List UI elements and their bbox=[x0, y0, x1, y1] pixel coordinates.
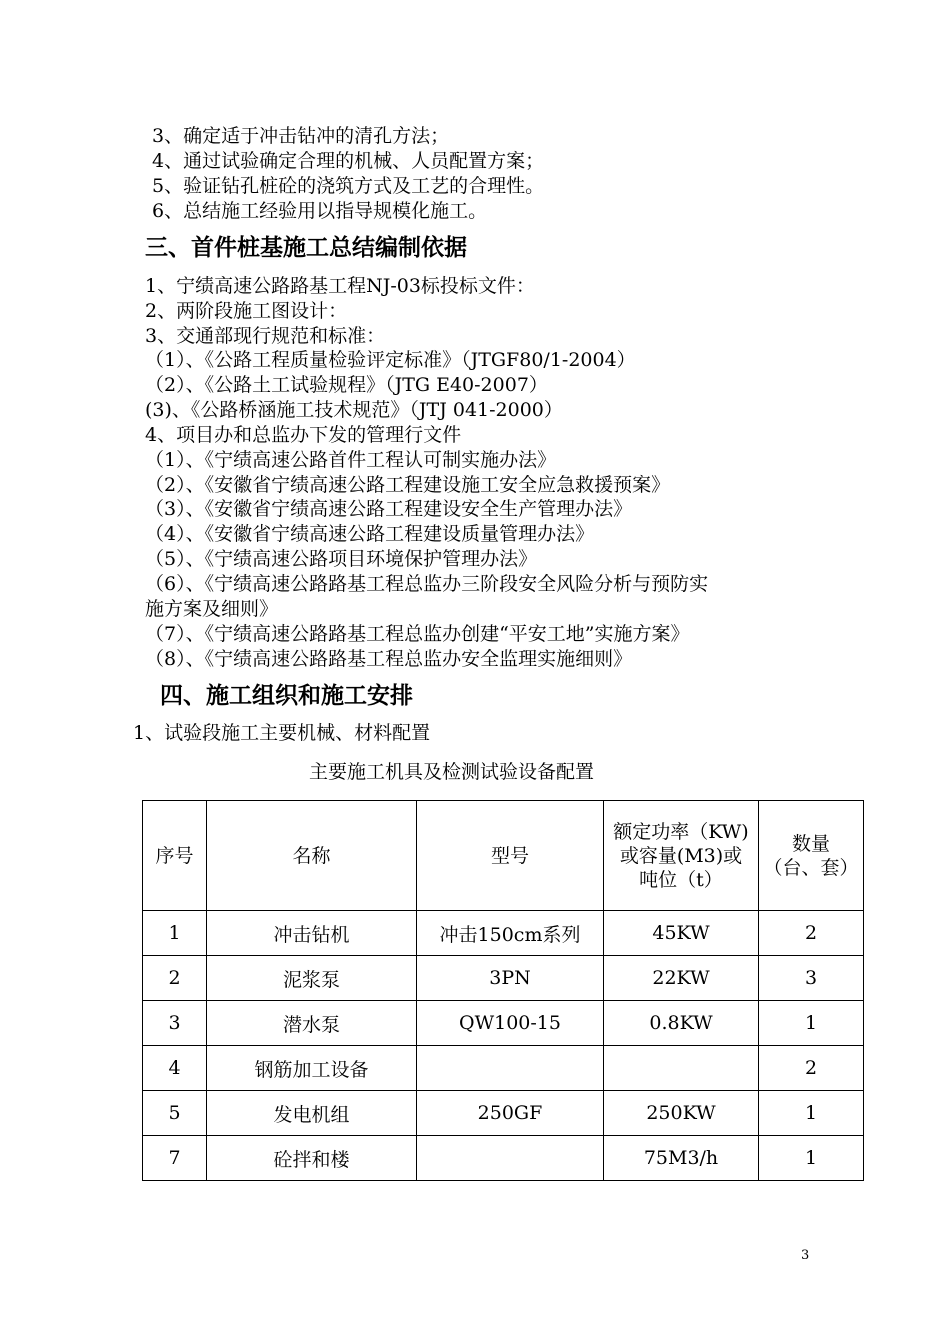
cell-name: 砼拌和楼 bbox=[207, 1136, 417, 1181]
cell-quantity: 3 bbox=[759, 956, 864, 1001]
list-item: （6）、《宁绩高速公路路基工程总监办三阶段安全风险分析与预防实 bbox=[145, 573, 709, 595]
list-item: （7）、《宁绩高速公路路基工程总监办创建“平安工地”实施方案》 bbox=[145, 623, 690, 645]
header-line: 数量 bbox=[791, 832, 830, 855]
header-line: （台、套） bbox=[763, 856, 859, 879]
list-item: （1）、《公路工程质量检验评定标准》（JTGF80/1-2004） bbox=[145, 349, 636, 371]
cell-power: 45KW bbox=[604, 911, 759, 956]
table-row bbox=[143, 1001, 864, 1046]
list-item: （3）、《安徽省宁绩高速公路工程建设安全生产管理办法》 bbox=[145, 498, 633, 520]
list-item: 4、通过试验确定合理的机械、人员配置方案； bbox=[152, 150, 545, 172]
cell-power bbox=[604, 1046, 759, 1091]
list-item: 5、验证钻孔桩砼的浇筑方式及工艺的合理性。 bbox=[152, 175, 545, 197]
cell-power: 0.8KW bbox=[604, 1001, 759, 1046]
cell-index: 2 bbox=[143, 956, 207, 1001]
cell-index: 3 bbox=[143, 1001, 207, 1046]
table-row bbox=[143, 1046, 864, 1091]
header-line: 吨位（t） bbox=[639, 868, 723, 891]
table-row bbox=[143, 1136, 864, 1181]
cell-power: 250KW bbox=[604, 1091, 759, 1136]
table-caption: 主要施工机具及检测试验设备配置 bbox=[309, 761, 595, 783]
list-item: （2）、《公路土工试验规程》（JTG E40-2007） bbox=[145, 374, 548, 396]
table-row bbox=[143, 1091, 864, 1136]
cell-model: QW100-15 bbox=[417, 1001, 604, 1046]
list-item: (3)、《公路桥涵施工技术规范》（JTJ 041-2000） bbox=[145, 399, 563, 421]
cell-index: 1 bbox=[143, 911, 207, 956]
header-line: 或容量(M3)或 bbox=[619, 844, 743, 867]
section-heading: 三、首件桩基施工总结编制依据 bbox=[145, 235, 467, 261]
list-item: （8）、《宁绩高速公路路基工程总监办安全监理实施细则》 bbox=[145, 648, 633, 670]
list-item: （1）、《宁绩高速公路首件工程认可制实施办法》 bbox=[145, 449, 557, 471]
cell-quantity: 1 bbox=[759, 1091, 864, 1136]
col-header-name: 名称 bbox=[207, 801, 417, 911]
list-item: 2、两阶段施工图设计： bbox=[145, 300, 348, 322]
cell-name: 冲击钻机 bbox=[207, 911, 417, 956]
cell-model bbox=[417, 1136, 604, 1181]
table-row bbox=[143, 956, 864, 1001]
cell-power: 75M3/h bbox=[604, 1136, 759, 1181]
list-item: （2）、《安徽省宁绩高速公路工程建设施工安全应急救援预案》 bbox=[145, 474, 671, 496]
list-item: 3、确定适于冲击钻冲的清孔方法； bbox=[152, 125, 450, 147]
header-line: 额定功率（KW) bbox=[613, 820, 749, 843]
col-header-power bbox=[604, 801, 759, 911]
cell-quantity: 1 bbox=[759, 1136, 864, 1181]
cell-power: 22KW bbox=[604, 956, 759, 1001]
col-header-model: 型号 bbox=[417, 801, 604, 911]
cell-quantity: 2 bbox=[759, 911, 864, 956]
list-item: 6、总结施工经验用以指导规模化施工。 bbox=[152, 200, 488, 222]
list-item: 3、交通部现行规范和标准： bbox=[145, 325, 386, 347]
cell-index: 4 bbox=[143, 1046, 207, 1091]
page-number: 3 bbox=[801, 1248, 810, 1263]
cell-quantity: 1 bbox=[759, 1001, 864, 1046]
subheading: 1、试验段施工主要机械、材料配置 bbox=[133, 722, 431, 744]
cell-model bbox=[417, 1046, 604, 1091]
cell-index: 5 bbox=[143, 1091, 207, 1136]
table-row bbox=[143, 911, 864, 956]
cell-name: 钢筋加工设备 bbox=[207, 1046, 417, 1091]
cell-name: 泥浆泵 bbox=[207, 956, 417, 1001]
list-item: （5）、《宁绩高速公路项目环境保护管理办法》 bbox=[145, 548, 538, 570]
cell-model: 冲击150cm系列 bbox=[417, 911, 604, 956]
list-item: （4）、《安徽省宁绩高速公路工程建设质量管理办法》 bbox=[145, 523, 595, 545]
cell-index: 7 bbox=[143, 1136, 207, 1181]
list-item: 4、项目办和总监办下发的管理行文件 bbox=[145, 424, 462, 446]
section-heading: 四、施工组织和施工安排 bbox=[160, 683, 413, 709]
cell-model: 3PN bbox=[417, 956, 604, 1001]
cell-model: 250GF bbox=[417, 1091, 604, 1136]
col-header-quantity bbox=[759, 801, 864, 911]
col-header-index: 序号 bbox=[143, 801, 207, 911]
cell-name: 发电机组 bbox=[207, 1091, 417, 1136]
equipment-table bbox=[142, 800, 864, 1181]
list-item: 1、宁绩高速公路路基工程NJ-03标投标文件： bbox=[145, 275, 535, 297]
table-header-row bbox=[143, 801, 864, 911]
list-item: 施方案及细则》 bbox=[145, 598, 279, 620]
cell-quantity: 2 bbox=[759, 1046, 864, 1091]
cell-name: 潜水泵 bbox=[207, 1001, 417, 1046]
